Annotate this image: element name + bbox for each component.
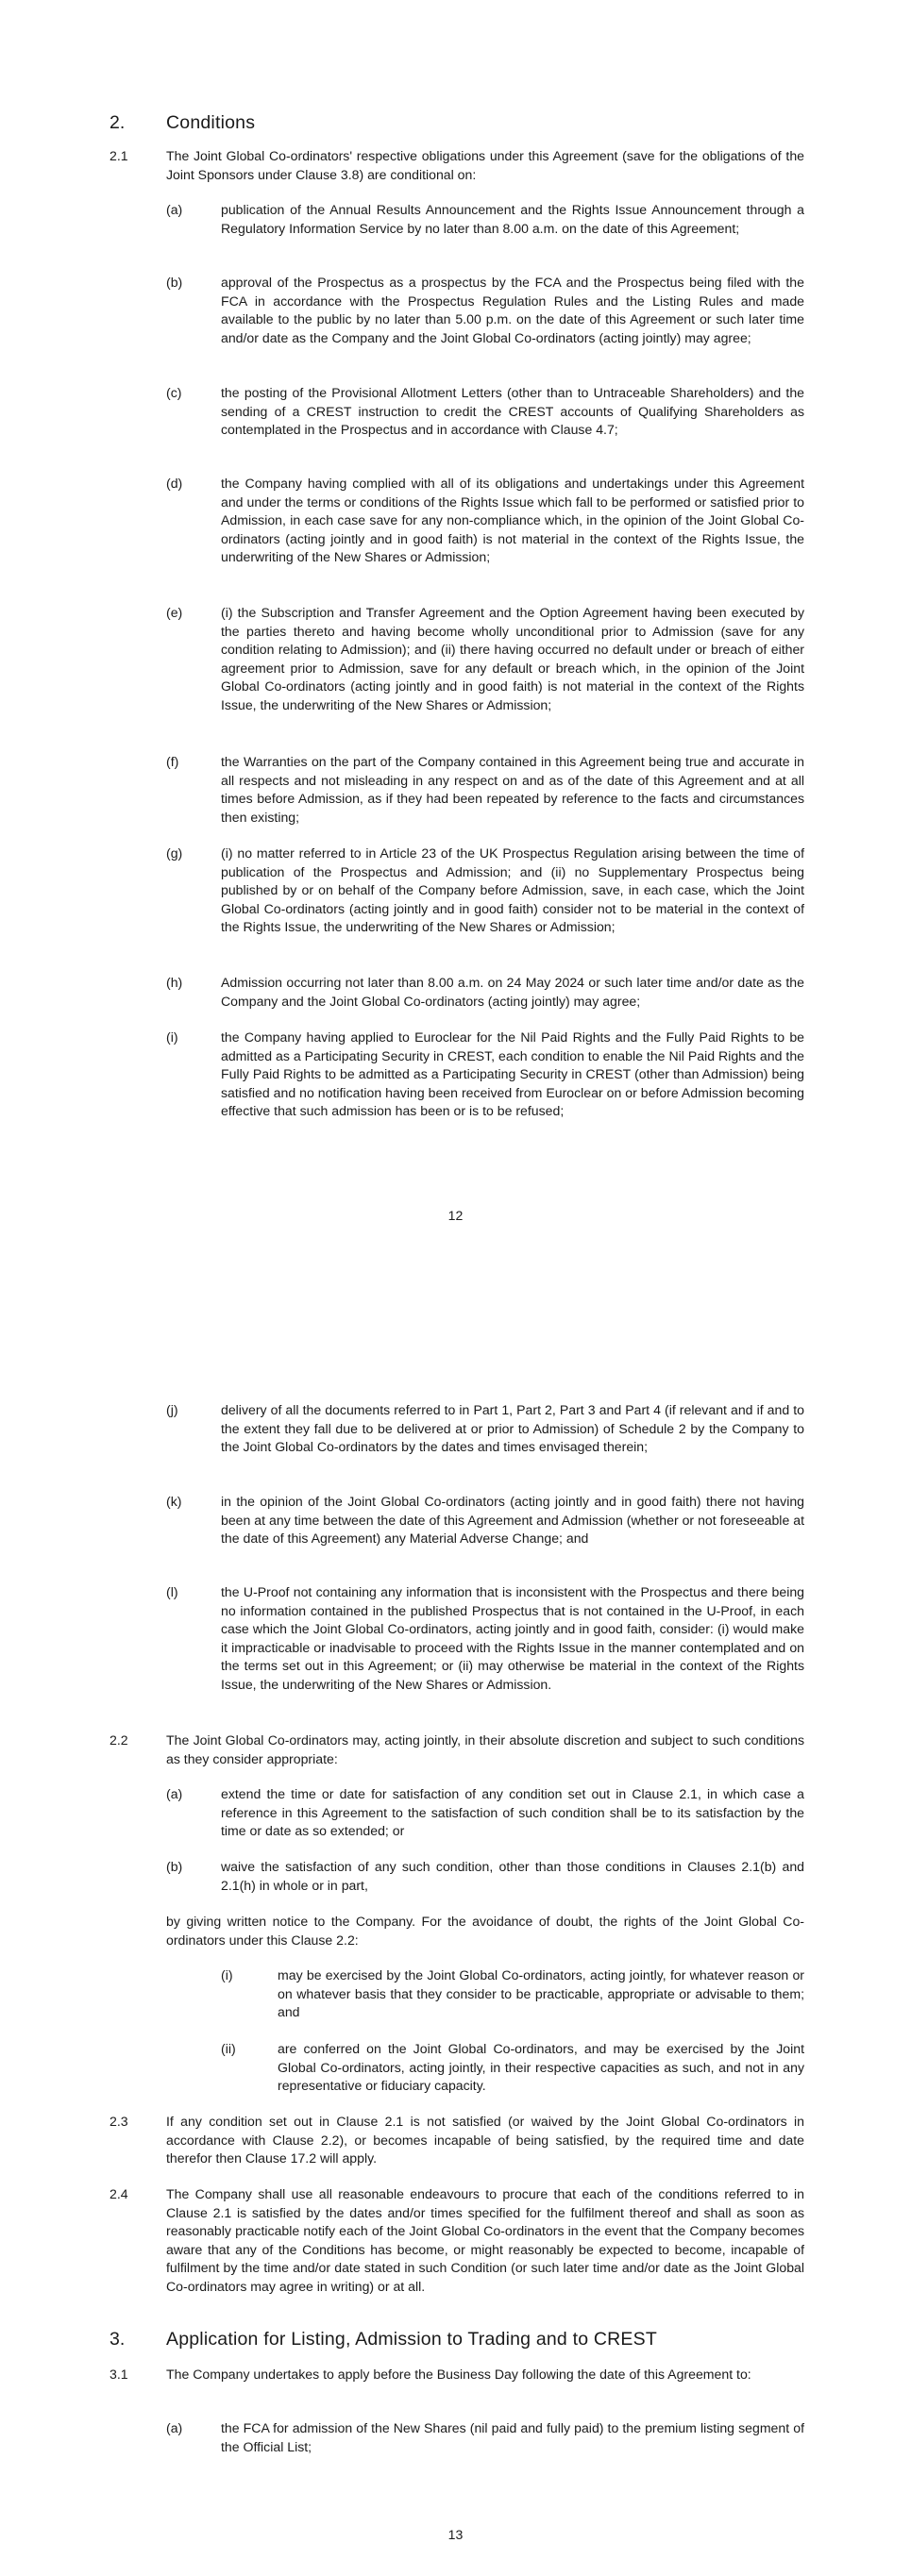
- item-label: (b): [166, 1859, 183, 1874]
- item-label: (c): [166, 385, 182, 400]
- section-number: 3.: [110, 2329, 126, 2350]
- item-label: (i): [166, 1029, 178, 1045]
- item-text: the FCA for admission of the New Shares (nil paid and fully paid) to the premium listing segment of the Official List;: [221, 2420, 804, 2454]
- clause-number: 2.1: [110, 148, 128, 163]
- item-text: in the opinion of the Joint Global Co-ordinators (acting jointly and in good faith) there not having been at any time between the date of this Agreement and Admission (whether or not foreseeable at the date of this Agreement) any Material Adverse Change; and: [221, 1494, 804, 1546]
- item-text: extend the time or date for satisfaction of any condition set out in Clause 2.1, in which case a reference in this Agreement to the satisfaction of such condition shall be to its satisfaction by the time or date as so extended; or: [221, 1786, 804, 1838]
- item-text: the U-Proof not containing any information that is inconsistent with the Prospectus and there being no information contained in the published Prospectus that is not contained in the U-Proof, in each case which the Joint Global Co-ordinators, acting jointly and in good faith, consider: (i) would make it impracticable or inadvisable to proceed with the Rights Issue in the manner contemplated and on the terms set out in this Agreement; or (ii) may otherwise be material in the context of the Rights Issue, the underwriting of the New Shares or Admission.: [221, 1584, 804, 1692]
- section-heading: Conditions: [166, 112, 256, 133]
- item-text: delivery of all the documents referred to in Part 1, Part 2, Part 3 and Part 4 (if relevant and if and to the extent they fall due to be delivered at or prior to Admission) of Schedule 2 by the Company to the Joint Global Co-ordinators by the dates and times envisaged therein;: [221, 1402, 804, 1454]
- item-text: the Company having applied to Euroclear for the Nil Paid Rights and the Fully Paid Rights to be admitted as a Participating Security in CREST, each condition to enable the Nil Paid Rights and the Fully Paid Rights to be admitted as a Participating Security in CREST (other than Admission) being satisfied and no notification having been received from Euroclear on or before Admission becoming effective that such admission has been or is to be refused;: [221, 1029, 804, 1118]
- page-number: 13: [447, 2527, 464, 2542]
- clause-number: 2.3: [110, 2114, 128, 2129]
- page-13: [0, 1288, 911, 2576]
- item-label: (a): [166, 1786, 183, 1801]
- item-label: (e): [166, 605, 183, 620]
- item-label: (a): [166, 202, 183, 217]
- clause-text: The Joint Global Co-ordinators may, acting jointly, in their absolute discretion and subject to such conditions as they consider appropriate:: [166, 1732, 804, 1766]
- clause-text: The Joint Global Co-ordinators' respective obligations under this Agreement (save for the obligations of the Joint Sponsors under Clause 3.8) are conditional on:: [166, 148, 804, 182]
- item-label: (b): [166, 275, 183, 290]
- item-text: approval of the Prospectus as a prospectus by the FCA and the Prospectus being filed with the FCA in accordance with the Prospectus Regulation Rules and the Listing Rules and made available to the public by no later than 5.00 p.m. on the date of this Agreement or such later time and/or date as the Company and the Joint Global Co-ordinators (acting jointly) may agree;: [221, 275, 804, 345]
- paragraph-text: by giving written notice to the Company. For the avoidance of doubt, the rights of the Joint Global Co-ordinators under this Clause 2.2:: [166, 1914, 804, 1948]
- page-number: 12: [447, 1208, 464, 1223]
- section-number: 2.: [110, 112, 126, 133]
- clause-number: 3.1: [110, 2367, 128, 2382]
- clause-text: The Company undertakes to apply before the Business Day following the date of this Agreement to:: [166, 2367, 751, 2382]
- clause-number: 2.4: [110, 2186, 128, 2201]
- item-label: (h): [166, 975, 183, 990]
- clause-number: 2.2: [110, 1732, 128, 1748]
- item-text: Admission occurring not later than 8.00 a.m. on 24 May 2024 or such later time and/or date as the Company and the Joint Global Co-ordinators (acting jointly) may agree;: [221, 975, 804, 1009]
- subitem-label: (i): [221, 1967, 233, 1982]
- item-text: (i) no matter referred to in Article 23 of the UK Prospectus Regulation arising between the time of publication of the Prospectus and Admission; and (ii) no Supplementary Prospectus being published by or on behalf of the Company before Admission, save, in each case, which the Joint Global Co-ordinators (acting jointly and in good faith) consider not to be material in the context of the Rights Issue, the underwriting of the New Shares or Admission;: [221, 845, 804, 934]
- item-label: (g): [166, 845, 183, 861]
- item-text: publication of the Annual Results Announcement and the Rights Issue Announcement through a Regulatory Information Service by no later than 8.00 a.m. on the date of this Agreement;: [221, 202, 804, 236]
- item-label: (f): [166, 754, 179, 769]
- item-label: (k): [166, 1494, 182, 1509]
- item-label: (d): [166, 476, 183, 491]
- item-text: (i) the Subscription and Transfer Agreement and the Option Agreement having been executed by the parties thereto and having become wholly unconditional prior to Admission (save for any condition relating to Admission); and (ii) there having occurred no default under or breach of either agreement prior to Admission, save for any default or breach which, in the opinion of the Joint Global Co-ordinators (acting jointly and in good faith) is not material in the context of the Rights Issue, the underwriting of the New Shares or Admission;: [221, 605, 804, 712]
- item-text: waive the satisfaction of any such condition, other than those conditions in Clauses 2.1(b) and 2.1(h) in whole or in part,: [221, 1859, 804, 1893]
- item-text: the Warranties on the part of the Company contained in this Agreement being true and accurate in all respects and not misleading in any respect on and as of the date of this Agreement and at all times before Admission, as if they had been repeated by reference to the facts and circumstances then existing;: [221, 754, 804, 825]
- item-label: (a): [166, 2420, 183, 2435]
- item-text: the posting of the Provisional Allotment Letters (other than to Untraceable Shareholders) and the sending of a CREST instruction to credit the CREST accounts of Qualifying Shareholders as contemplated in the Prospectus and in accordance with Clause 4.7;: [221, 385, 804, 437]
- clause-text: The Company shall use all reasonable endeavours to procure that each of the conditions referred to in Clause 2.1 is satisfied by the dates and/or times specified for the fulfilment thereof and shall as soon as reasonably practicable notify each of the Joint Global Co-ordinators in the event that the Company becomes aware that any of the Conditions has become, or might reasonably be expected to become, incapable of fulfilment by the time and/or date stated in such Condition (or such later time and/or date as the Joint Global Co-ordinators may agree in writing) or at all.: [166, 2186, 804, 2294]
- subitem-label: (ii): [221, 2041, 236, 2056]
- item-label: (l): [166, 1584, 178, 1599]
- section-heading: Application for Listing, Admission to Trading and to CREST: [166, 2329, 657, 2350]
- subitem-text: are conferred on the Joint Global Co-ordinators, and may be exercised by the Joint Global Co-ordinators, acting jointly, in their respective capacities as such, and not in any representative or fiduciary capacity.: [278, 2041, 804, 2093]
- clause-text: If any condition set out in Clause 2.1 is not satisfied (or waived by the Joint Global Co-ordinators in accordance with Clause 2.2), or becomes incapable of being satisfied, by the required time and date therefor then Clause 17.2 will apply.: [166, 2114, 804, 2166]
- item-text: the Company having complied with all of its obligations and undertakings under this Agreement and under the terms or conditions of the Rights Issue which fall to be performed or satisfied prior to Admission, in each case save for any non-compliance which, in the opinion of the Joint Global Co-ordinators (acting jointly and in good faith) is not material in the context of the Rights Issue, the underwriting of the New Shares or Admission;: [221, 476, 804, 564]
- item-label: (j): [166, 1402, 178, 1417]
- subitem-text: may be exercised by the Joint Global Co-ordinators, acting jointly, for whatever reason or on whatever basis that they consider to be practicable, appropriate or advisable to them; and: [278, 1967, 804, 2019]
